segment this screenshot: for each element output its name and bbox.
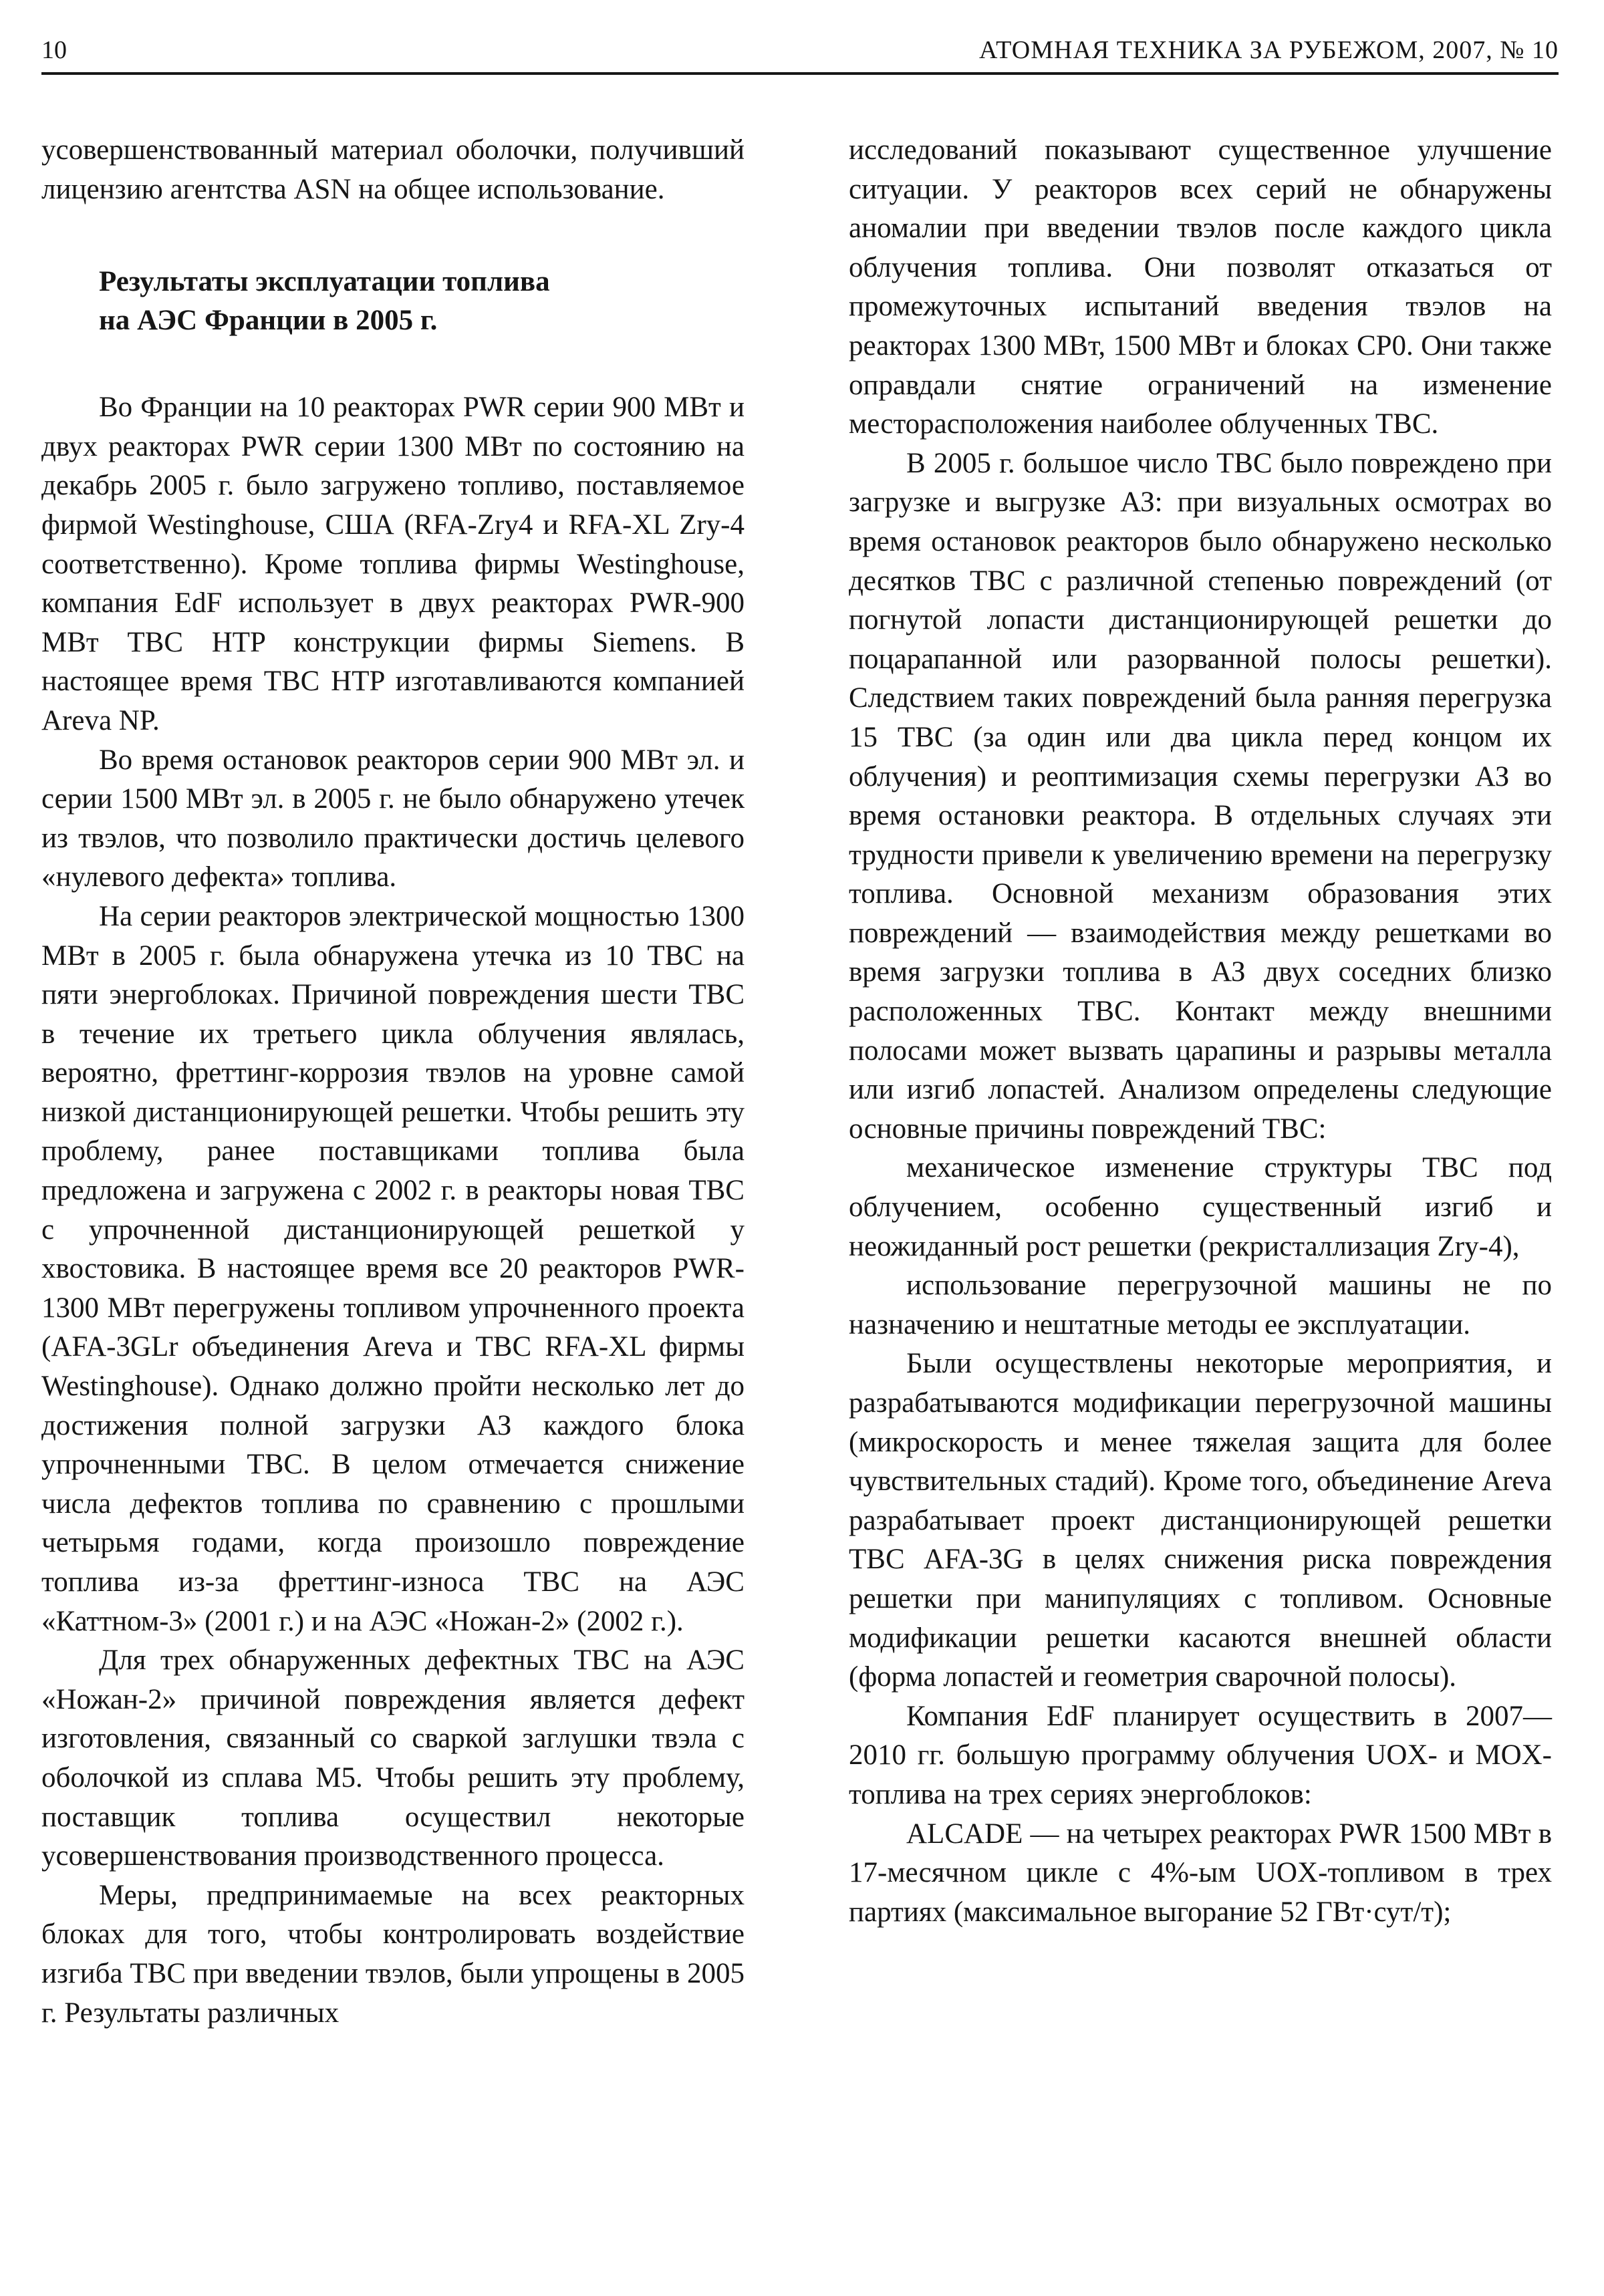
right-column xyxy=(849,131,1552,1932)
left-column xyxy=(41,131,745,2033)
paragraph-nogent-defects: Для трех обнаруженных дефектных ТВС на АЭС «Ножан-2» причиной повреждения является дефект изготовления, связанный со сваркой заглушки твэла с оболочкой из сплава M5. Чтобы решить эту проблему, поставщик топлива осуществил некоторые усовершенствования производственного процесса. xyxy=(41,1644,745,1872)
paragraph-zero-defect: Во время остановок реакторов серии 900 МВт эл. и серии 1500 МВт эл. в 2005 г. не было обнаружено утечек из твэлов, что позволило практически достичь целевого «нулевого дефекта» топлива. xyxy=(41,744,745,893)
paragraph-alcade: ALCADE — на четырех реакторах PWR 1500 МВт в 17-месячном цикле с 4%-ым UOX-топливом в трех партиях (максимальное выгорание 52 ГВт·сут/т); xyxy=(849,1818,1552,1928)
page-number: 10 xyxy=(41,36,67,64)
paragraph-bending-measures: Меры, предпринимаемые на всех реакторных блоках для того, чтобы контролировать воздействие изгиба ТВС при введении твэлов, были упрощены в 2005 г. Результаты различных xyxy=(41,1879,745,2029)
list-item-machine-misuse: использование перегрузочной машины не по назначению и нештатные методы ее эксплуатации. xyxy=(849,1270,1552,1340)
paragraph-handling-damage: В 2005 г. большое число ТВС было повреждено при загрузке и выгрузке АЗ: при визуальных осмотрах во время остановок реакторов было обнаружено несколько десятков ТВС с различной степенью повреждений (от погнутой лопасти дистанционирующей решетки до поцарапанной или разорванной полосы решетки). Следствием таких повреждений была ранняя перегрузка 15 ТВС (за один или два цикла перед концом их облучения) и реоптимизация схемы перегрузки АЗ во время остановки реактора. В отдельных случаях эти трудности привели к увеличению времени на перегрузку топлива. Основной механизм образования этих повреждений — взаимодействия между решетками во время загрузки топлива в АЗ двух соседних близко расположенных ТВС. Контакт между внешними полосами может вызвать царапины и разрывы металла или изгиб лопастей. Анализом определены следующие основные причины повреждений ТВС: xyxy=(849,447,1552,1145)
journal-title: АТОМНАЯ ТЕХНИКА ЗА РУБЕЖОМ, 2007, № 10 xyxy=(978,36,1559,64)
paragraph-research-continued: исследований показывают существенное улучшение ситуации. У реакторов всех серий не обнаружены аномалии при введении твэлов после каждого цикла облучения топлива. Они позволят отказаться от промежуточных испытаний введения твэлов на реакторах 1300 МВт, 1500 МВт и блоках CP0. Они также оправдали снятие ограничений на изменение месторасположения наиболее облученных ТВС. xyxy=(849,134,1552,440)
section-heading-line-2: на АЭС Франции в 2005 г. xyxy=(99,305,438,337)
paragraph-1300mw-leaks: На серии реакторов электрической мощностью 1300 МВт в 2005 г. была обнаружена утечка из 10 ТВС на пяти энергоблоках. Причиной повреждения шести ТВС в течение их третьего цикла облучения являлась, вероятно, фреттинг-коррозия твэлов на уровне самой низкой дистанционирующей решетки. Чтобы решить эту проблему, ранее поставщиками топлива была предложена и загружена с 2002 г. в реакторы новая ТВС с упрочненной дистанционирующей решеткой у хвостовика. В настоящее время все 20 реакторов PWR-1300 МВт перегружены топливом упрочненного проекта (AFA-3GLr объединения Areva и ТВС RFA-XL фирмы Westinghouse). Однако должно пройти несколько лет до достижения полной загрузки АЗ каждого блока упрочненными ТВС. В целом отмечается снижение числа дефектов топлива по сравнению с прошлыми четырьмя годами, когда произошло повреждение топлива из-за фреттинг-износа ТВС на АЭС «Каттном-3» (2001 г.) и на АЭС «Ножан-2» (2002 г.). xyxy=(41,900,745,1637)
header-rule xyxy=(41,72,1559,75)
section-heading xyxy=(41,263,745,340)
paragraph-intro-continued: усовершенствованный материал оболочки, получивший лицензию агентства ASN на общее использование. xyxy=(41,134,745,205)
section-heading-line-1: Результаты эксплуатации топлива xyxy=(99,266,550,298)
paragraph-fuel-suppliers: Во Франции на 10 реакторах PWR серии 900 МВт и двух реакторах PWR серии 1300 МВт по состоянию на декабрь 2005 г. было загружено топливо, поставляемое фирмой Westinghouse, США (RFA-Zry4 и RFA-XL Zry-4 соответственно). Кроме топлива фирмы Westinghouse, компания EdF использует в двух реакторах PWR-900 МВт ТВС HTP конструкции фирмы Siemens. В настоящее время ТВС HTP изготавливаются компанией Areva NP. xyxy=(41,392,745,736)
list-item-mechanical-change: механическое изменение структуры ТВС под облучением, особенно существенный изгиб и неожиданный рост решетки (рекристаллизация Zry-4), xyxy=(849,1152,1552,1262)
paragraph-edf-program: Компания EdF планирует осуществить в 2007—2010 гг. большую программу облучения UOX- и MOX-топлива на трех сериях энергоблоков: xyxy=(849,1700,1552,1810)
page-header xyxy=(41,29,1559,71)
paragraph-modifications: Были осуществлены некоторые мероприятия, и разрабатываются модификации перегрузочной машины (микроскорость и менее тяжелая защита для более чувствительных стадий). Кроме того, объединение Areva разрабатывает проект дистанционирующей решетки ТВС AFA-3G в целях снижения риска повреждения решетки при манипуляциях с топливом. Основные модификации решетки касаются внешней области (форма лопастей и геометрия сварочной полосы). xyxy=(849,1348,1552,1693)
